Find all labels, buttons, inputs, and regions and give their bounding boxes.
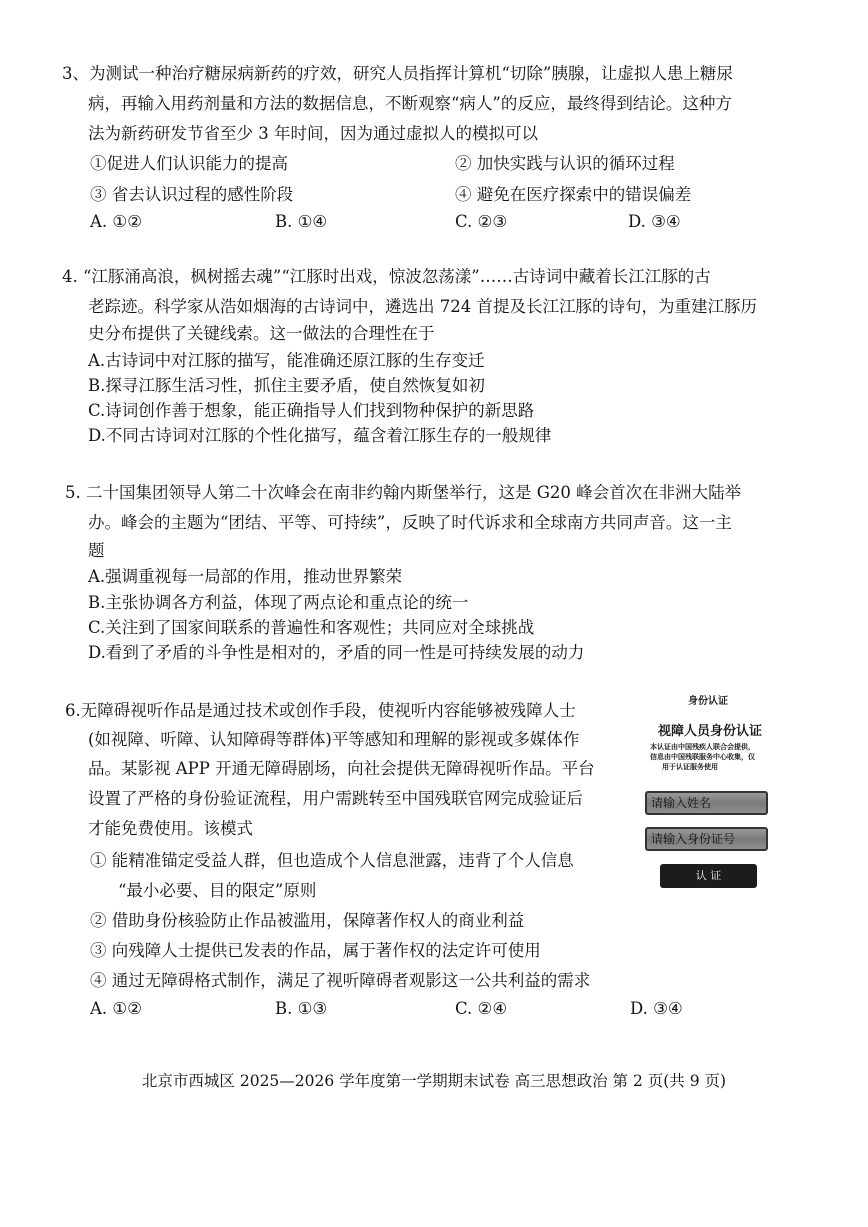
q6-stem-line-4: 设置了严格的身份验证流程，用户需跳转至中国残联官网完成验证后 [88,789,583,808]
identity-verification-figure [640,688,780,898]
q3-choice-a: A. ①② [90,212,142,231]
q5-stem-line-1: 5. 二十国集团领导人第二十次峰会在南非约翰内斯堡举行，这是 G20 峰会首次在非洲大陆举 [65,483,742,502]
q4-choice-d: D.不同古诗词对江豚的个性化描写，蕴含着江豚生存的一般规律 [88,426,552,445]
q3-statement-1: ①促进人们认识能力的提高 [90,154,288,173]
q3-stem-line-2: 病，再输入用药剂量和方法的数据信息，不断观察“病人”的反应，最终得到结论。这种方 [88,94,732,113]
q4-stem-line-3: 史分布提供了关键线索。这一做法的合理性在于 [88,324,435,343]
q6-statement-2: ② 借助身份核验防止作品被滥用，保障著作权人的商业利益 [90,911,525,930]
figure-title: 视障人员身份认证 [658,724,763,739]
q4-stem-line-2: 老踪迹。科学家从浩如烟海的古诗词中，遴选出 724 首提及长江江豚的诗句，为重建江豚历 [88,297,757,316]
q6-statement-3: ③ 向残障人士提供已发表的作品，属于著作权的法定许可使用 [90,941,541,960]
q5-stem-line-2: 办。峰会的主题为“团结、平等、可持续”，反映了时代诉求和全球南方共同声音。这一主 [88,513,732,532]
q4-stem-line-1: 4. “江豚涌高浪，枫树摇去魂”“江豚时出戏，惊波忽荡漾”……古诗词中藏着长江江豚的古 [62,267,711,286]
q3-statement-4: ④ 避免在医疗探索中的错误偏差 [455,185,692,204]
q5-choice-c: C.关注到了国家间联系的普遍性和客观性；共同应对全球挑战 [88,618,535,637]
figure-notice-line-3: 用于认证服务使用 [662,763,718,771]
page-footer: 北京市西城区 2025—2026 学年度第一学期期末试卷 高三思想政治 第 2 页(共 9 页) [141,1072,727,1090]
name-input[interactable]: 请输入姓名 [645,791,768,815]
q6-stem-line-1: 6.无障碍视听作品是通过技术或创作手段，使视听内容能够被残障人士 [65,701,576,720]
verify-button[interactable]: 认 证 [660,864,757,888]
q5-choice-a: A.强调重视每一局部的作用，推动世界繁荣 [88,567,403,586]
q6-statement-1-cont: “最小必要、目的限定”原则 [118,881,317,900]
q4-choice-a: A.古诗词中对江豚的描写，能准确还原江豚的生存变迁 [88,351,485,370]
q6-stem-line-3: 品。某影视 APP 开通无障碍剧场，向社会提供无障碍视听作品。平台 [88,759,595,778]
q4-choice-c: C.诗词创作善于想象，能正确指导人们找到物种保护的新思路 [88,401,535,420]
q4-choice-b: B.探寻江豚生活习性，抓住主要矛盾，使自然恢复如初 [88,376,485,395]
id-number-input[interactable]: 请输入身份证号 [645,827,768,851]
q6-stem-line-5: 才能免费使用。该模式 [88,819,253,838]
q3-stem-line-1: 3、为测试一种治疗糖尿病新药的疗效，研究人员指挥计算机“切除”胰腺，让虚拟人患上糖尿 [62,64,733,83]
figure-notice-line-1: 本认证由中国残疾人联合会提供， [650,743,755,751]
q3-statement-3: ③ 省去认识过程的感性阶段 [90,185,294,204]
figure-notice-line-2: 信息由中国残联服务中心收集，仅 [650,753,755,761]
q5-stem-line-3: 题 [88,541,105,560]
q6-choice-a: A. ①② [90,999,142,1018]
q3-choice-b: B. ①④ [275,212,328,231]
q3-choice-c: C. ②③ [455,212,508,231]
q3-statement-2: ② 加快实践与认识的循环过程 [455,154,675,173]
q5-choice-b: B.主张协调各方利益，体现了两点论和重点论的统一 [88,593,469,612]
q6-choice-d: D. ③④ [630,999,683,1018]
q3-choice-d: D. ③④ [628,212,681,231]
q5-choice-d: D.看到了矛盾的斗争性是相对的，矛盾的同一性是可持续发展的动力 [88,643,585,662]
q6-choice-b: B. ①③ [275,999,328,1018]
q6-stem-line-2: (如视障、听障、认知障碍等群体)平等感知和理解的影视或多媒体作 [88,730,580,749]
q6-choice-c: C. ②④ [455,999,508,1018]
q6-statement-4: ④ 通过无障碍格式制作，满足了视听障碍者观影这一公共利益的需求 [90,971,591,990]
q3-stem-line-3: 法为新药研发节省至少 3 年时间，因为通过虚拟人的模拟可以 [88,124,538,143]
figure-header: 身份认证 [688,696,728,707]
q6-statement-1: ① 能精准锚定受益人群，但也造成个人信息泄露，违背了个人信息 [90,851,574,870]
